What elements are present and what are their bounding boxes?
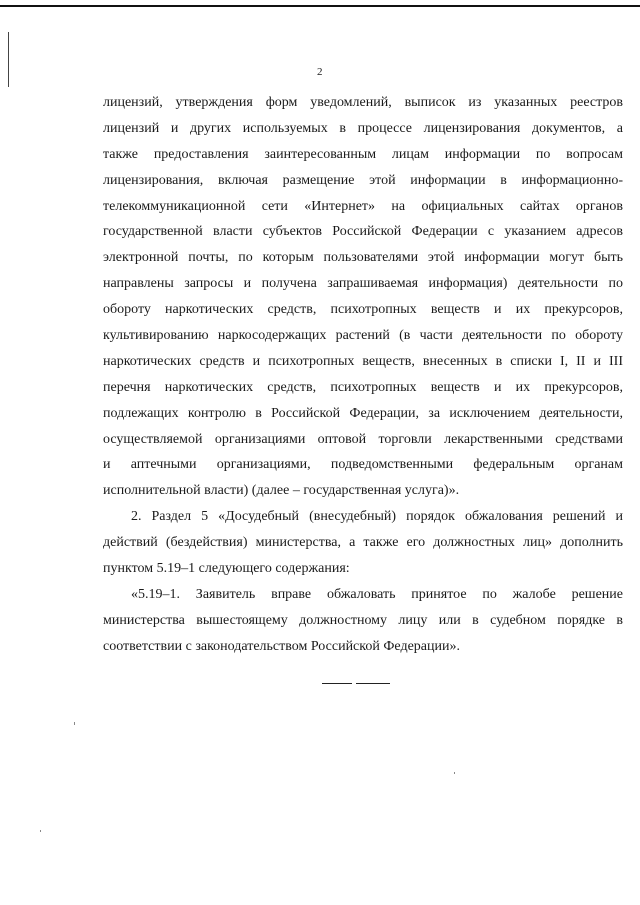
text-line: обороту наркотических средств, психотропных веществ и их прекурсоров, [103, 302, 623, 318]
text-line: и аптечными организациями, подведомственными федеральным органам [103, 457, 623, 473]
text-line: лицензий и других используемых в процессе лицензирования документов, а [103, 120, 623, 136]
text-line: направлены запросы и получена запрашиваемая информация) деятельности по [103, 276, 623, 292]
text-line: лицензирования, включая размещение этой информации в информационно- [103, 172, 623, 188]
document-body [103, 90, 623, 660]
text-line: соответствии с законодательством Российской Федерации». [103, 638, 460, 654]
text-line: действий (бездействия) министерства, а также его должностных лиц» дополнить [103, 535, 623, 551]
closing-separator [322, 683, 392, 685]
text-line: также предоставления заинтересованным лицам информации по вопросам [103, 146, 623, 162]
text-line: перечня наркотических средств, психотропных веществ и их прекурсоров, [103, 379, 623, 395]
text-line: исполнительной власти) (далее – государственная услуга)». [103, 483, 460, 499]
scan-speck [40, 830, 41, 832]
text-line: лицензий, утверждения форм уведомлений, выписок из указанных реестров [103, 95, 623, 110]
text-line: государственной власти субъектов Российской Федерации с указанием адресов [103, 224, 623, 240]
text-line: 2. Раздел 5 «Досудебный (внесудебный) порядок обжалования решений и [131, 509, 623, 525]
scan-speck [454, 772, 455, 774]
text-line: подлежащих контролю в Российской Федерации, за исключением деятельности, [103, 405, 623, 421]
text-line: «5.19–1. Заявитель вправе обжаловать принятое по жалобе решение [131, 586, 623, 602]
text-line: пунктом 5.19–1 следующего содержания: [103, 561, 350, 577]
text-line: осуществляемой организациями оптовой торговли лекарственными средствами [103, 431, 623, 447]
top-border-line [0, 5, 640, 7]
text-line: наркотических средств и психотропных веществ, внесенных в списки I, II и III [103, 353, 623, 369]
text-line: культивированию наркосодержащих растений (в части деятельности по обороту [103, 328, 623, 344]
page-number: 2 [317, 66, 323, 78]
text-line: электронной почты, по которым пользователями этой информации могут быть [103, 250, 623, 266]
scan-speck [74, 722, 75, 725]
left-margin-mark [8, 32, 9, 87]
text-line: министерства вышестоящему должностному лицу или в судебном порядке в [103, 612, 623, 628]
text-line: телекоммуникационной сети «Интернет» на официальных сайтах органов [103, 198, 623, 214]
